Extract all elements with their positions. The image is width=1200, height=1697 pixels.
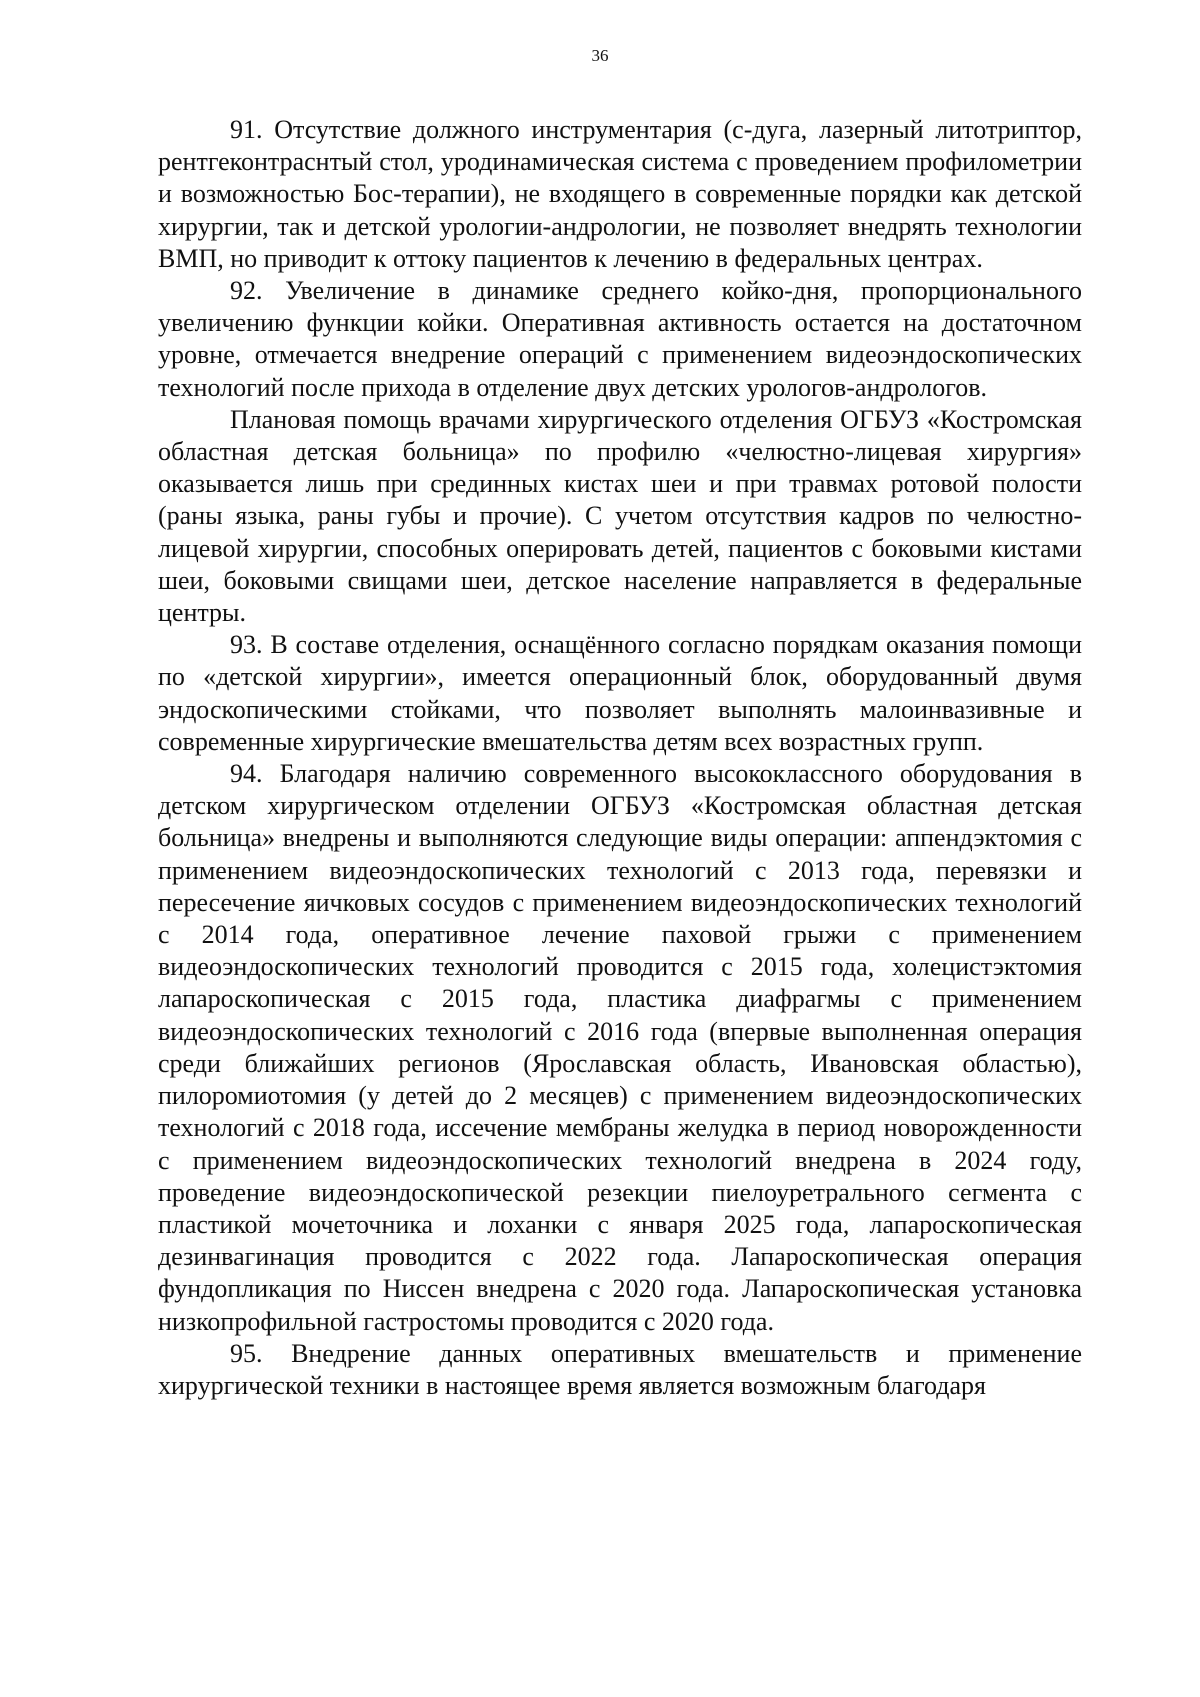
page-number: 36 (591, 46, 609, 65)
paragraph-91: 91. Отсутствие должного инструментария (с-дуга, лазерный литотриптор, рентгеконтраснтый стол, уродинамическая система с проведением профилометрии и возможностью Бос-терапии), не входящего в современные порядки как детской хирургии, так и детской урологии-андрологии, не позволяет внедрять технологии ВМП, но приводит к оттоку пациентов к лечению в федеральных центрах. (158, 115, 1082, 273)
paragraph-93: 93. В составе отделения, оснащённого согласно порядкам оказания помощи по «детской хирургии», имеется операционный блок, оборудованный двумя эндоскопическими стойками, что позволяет выполнять малоинвазивные и современные хирургические вмешательства детям всех возрастных групп. (158, 630, 1082, 756)
document-body (158, 114, 1082, 1402)
paragraph-maxillofacial-surgery: Плановая помощь врачами хирургического отделения ОГБУЗ «Костромская областная детская больница» по профилю «челюстно-лицевая хирургия» оказывается лишь при срединных кистах шеи и при травмах ротовой полости (раны языка, раны губы и прочие). С учетом отсутствия кадров по челюстно-лицевой хирургии, способных оперировать детей, пациентов с боковыми кистами шеи, боковыми свищами шеи, детское население направляется в федеральные центры. (158, 404, 1082, 628)
paragraph-95: 95. Внедрение данных оперативных вмешательств и применение хирургической техники в настоящее время является возможным благодаря (158, 1338, 1082, 1400)
paragraph-94: 94. Благодаря наличию современного высококлассного оборудования в детском хирургическом отделении ОГБУЗ «Костромская областная детская больница» внедрены и выполняются следующие виды операции: аппендэктомия с применением видеоэндоскопических технологий с 2013 года, перевязки и пересечение яичковых сосудов с применением видеоэндоскопических технологий с 2014 года, оперативное лечение паховой грыжи с применением видеоэндоскопических технологий проводится с 2015 года, холецистэктомия лапароскопическая с 2015 года, пластика диафрагмы с применением видеоэндоскопических технологий с 2016 года (впервые выполненная операция среди ближайших регионов (Ярославская область, Ивановская областью), пилоромиотомия (у детей до 2 месяцев) с применением видеоэндоскопических технологий с 2018 года, иссечение мембраны желудка в период новорожденности с применением видеоэндоскопических технологий внедрена в 2024 году, проведение видеоэндоскопической резекции пиелоуретрального сегмента с пластикой мочеточника и лоханки с января 2025 года, лапароскопическая дезинвагинация проводится с 2022 года. Лапароскопическая операция фундопликация по Ниссен внедрена с 2020 года. Лапароскопическая установка низкопрофильной гастростомы проводится с 2020 года. (158, 759, 1082, 1336)
paragraph-92: 92. Увеличение в динамике среднего койко-дня, пропорционального увеличению функции койки. Оперативная активность остается на достаточном уровне, отмечается внедрение операций с применением видеоэндоскопических технологий после прихода в отделение двух детских урологов-андрологов. (158, 276, 1082, 402)
